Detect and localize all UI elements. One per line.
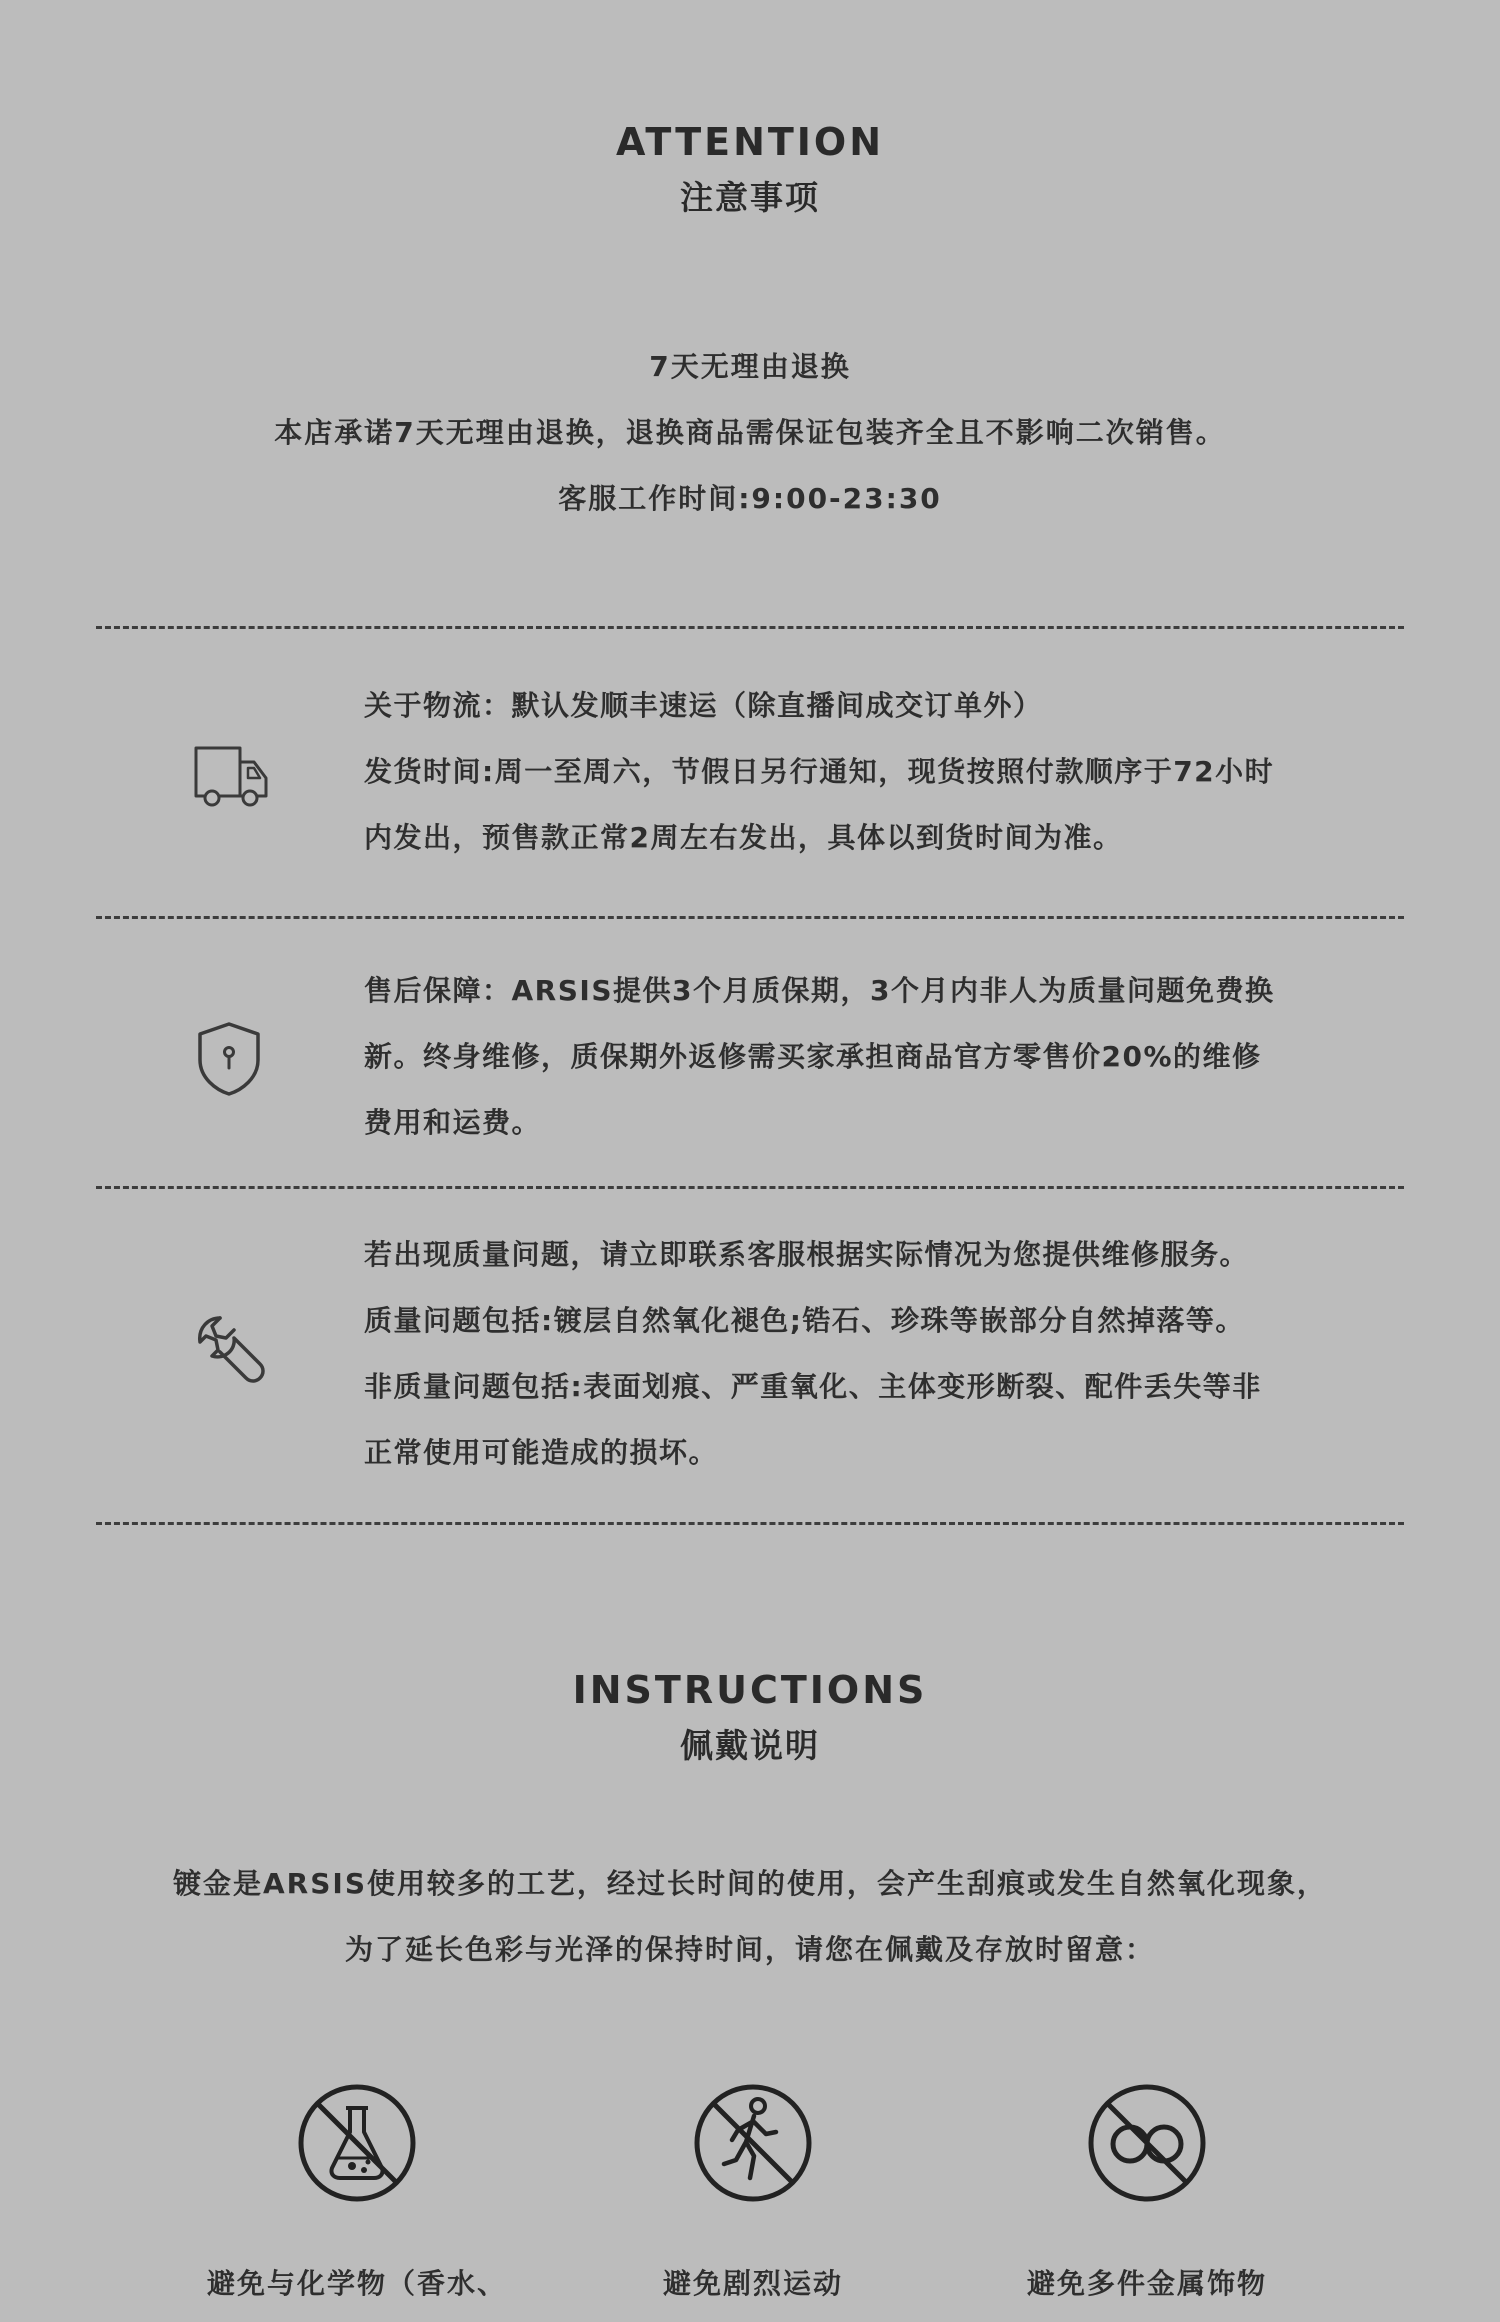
wrench-icon [190, 1312, 270, 1392]
after-sales-line-2: 新。终身维修，质保期外返修需买家承担商品官方零售价20%的维修 [364, 1040, 1262, 1073]
divider [96, 916, 1404, 919]
no-chemicals-icon [296, 2082, 418, 2204]
no-exercise-label: 避免剧烈运动 [662, 2267, 843, 2300]
service-hours: 客服工作时间:9:00-23:30 [558, 482, 942, 515]
divider [96, 1522, 1404, 1525]
logistics-line-1: 关于物流：默认发顺丰速运（除直播间成交订单外） [364, 689, 1043, 722]
repair-line-4: 正常使用可能造成的损坏。 [364, 1436, 719, 1469]
no-metal-jewelry-label: 避免多件金属饰物 [1026, 2267, 1267, 2300]
logistics-line-3: 内发出，预售款正常2周左右发出，具体以到货时间为准。 [364, 821, 1123, 854]
no-chemicals-label: 避免与化学物（香水、 [206, 2267, 507, 2300]
attention-title-cn: 注意事项 [680, 178, 820, 217]
instructions-title-en: INSTRUCTIONS [572, 1668, 928, 1712]
after-sales-line-3: 费用和运费。 [364, 1106, 542, 1139]
no-exercise-icon [692, 2082, 814, 2204]
no-metal-jewelry-icon [1086, 2082, 1208, 2204]
after-sales-line-1: 售后保障：ARSIS提供3个月质保期，3个月内非人为质量问题免费换 [364, 974, 1275, 1007]
return-policy-title: 7天无理由退换 [649, 350, 851, 383]
instructions-text-1: 镀金是ARSIS使用较多的工艺，经过长时间的使用，会产生刮痕或发生自然氧化现象， [173, 1867, 1327, 1900]
logistics-text [364, 673, 1384, 871]
instructions-text-2: 为了延长色彩与光泽的保持时间，请您在佩戴及存放时留意： [344, 1933, 1155, 1966]
after-sales-text [364, 958, 1384, 1156]
repair-text [364, 1222, 1384, 1486]
return-policy-text: 本店承诺7天无理由退换，退换商品需保证包装齐全且不影响二次销售。 [274, 416, 1226, 449]
shield-icon [194, 1020, 264, 1098]
truck-icon [188, 740, 272, 812]
divider [96, 1186, 1404, 1189]
logistics-line-2: 发货时间:周一至周六，节假日另行通知，现货按照付款顺序于72小时 [364, 755, 1275, 788]
attention-title-en: ATTENTION [615, 120, 885, 164]
divider [96, 626, 1404, 629]
repair-line-3: 非质量问题包括:表面划痕、严重氧化、主体变形断裂、配件丢失等非 [364, 1370, 1262, 1403]
repair-line-2: 质量问题包括:镀层自然氧化褪色;锆石、珍珠等嵌部分自然掉落等。 [364, 1304, 1245, 1337]
repair-line-1: 若出现质量问题，请立即联系客服根据实际情况为您提供维修服务。 [364, 1238, 1250, 1271]
instructions-title-cn: 佩戴说明 [680, 1726, 820, 1765]
